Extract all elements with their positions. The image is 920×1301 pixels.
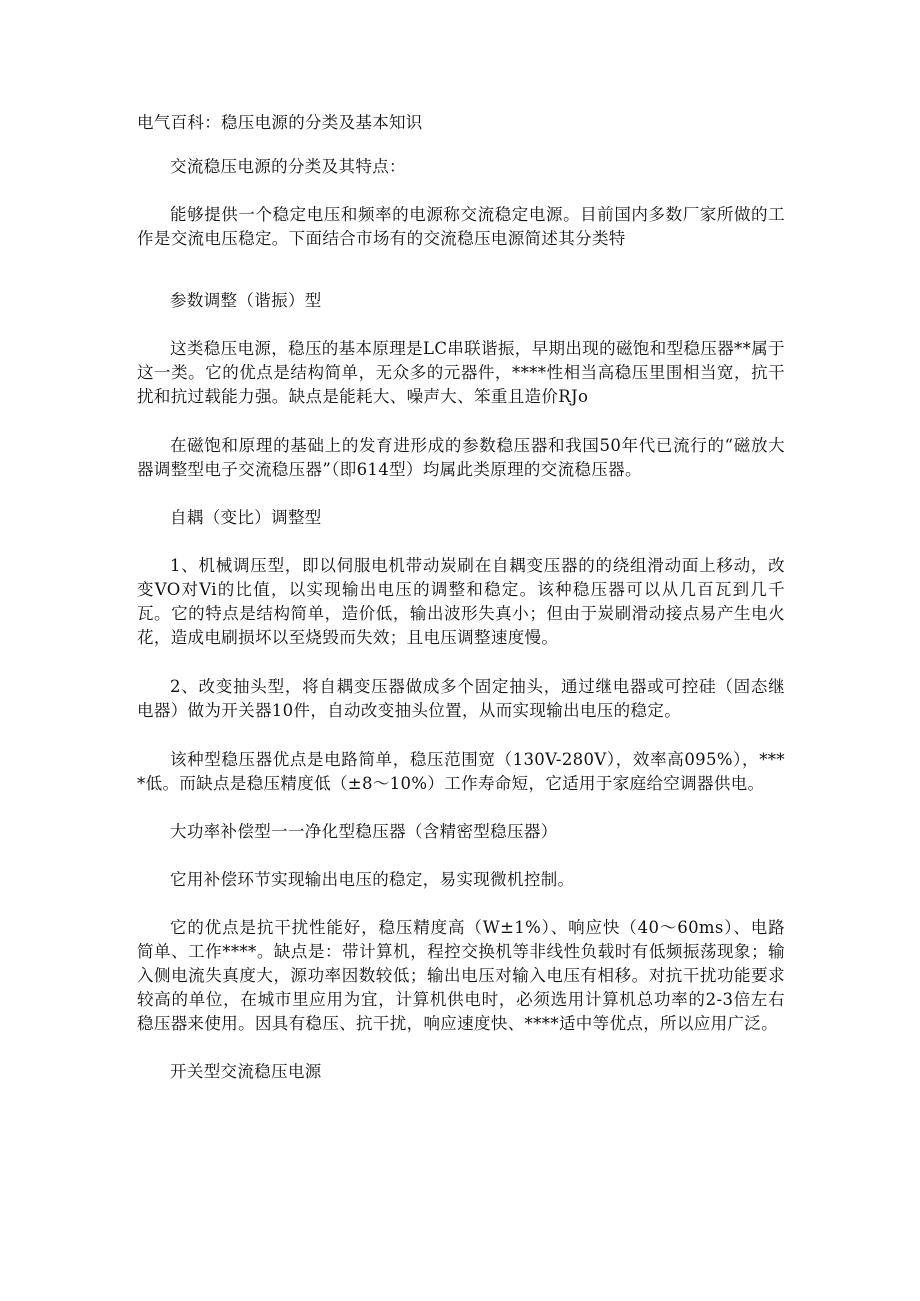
paragraph-resonance: 这类稳压电源，稳压的基本原理是LC串联谐振，早期出现的磁饱和型稳压器**属于这一类。它的优点是结构简单，无众多的元器件，****性相当高稳压里围相当宽，抗干扰和抗过载能力强。缺点是能耗大、噪声大、笨重且造价RJo (137, 339, 785, 406)
paragraph-compensation-intro: 它用补偿环节实现输出电压的稳定，易实现微机控制。 (170, 870, 575, 889)
heading-switching-type: 开关型交流稳压电源 (170, 1062, 322, 1081)
heading-compensation-type: 大功率补偿型一一净化型稳压器（含精密型稳压器） (170, 822, 558, 841)
paragraph-magnetic-saturation: 在磁饱和原理的基础上的发育进形成的参数稳压器和我国50年代已流行的“磁放大器调整型电子交流稳压器”（即614型）均属此类原理的交流稳压器。 (137, 436, 785, 479)
paragraph-mechanical-regulation: 1、机械调压型，即以伺服电机带动炭刷在自耦变压器的的绕组滑动面上移动，改变VO对Vi的比值，以实现输出电压的调整和稳定。该种稳压器可以从几百瓦到几千瓦。它的特点是结构简单，造价低，输出波形失真小；但由于炭刷滑动接点易产生电火花，造成电刷损坏以至烧毁而失效；且电压调整速度慢。 (137, 556, 785, 647)
heading-parameter-type: 参数调整（谐振）型 (170, 291, 322, 310)
section-intro: 交流稳压电源的分类及其特点： (170, 157, 406, 176)
heading-autotransformer-type: 自耦（变比）调整型 (170, 508, 322, 527)
paragraph-tap-pros-cons: 该种型稳压器优点是电路简单，稳压范围宽（130V-280V），效率高095%），****低。而缺点是稳压精度低（±8～10%）工作寿命短，它适用于家庭给空调器供电。 (137, 750, 785, 793)
paragraph-compensation-pros-cons: 它的优点是抗干扰性能好，稳压精度高（W±1%）、响应快（40～60ms）、电路简单、工作****。缺点是：带计算机，程控交换机等非线性负载时有低频振荡现象；输入侧电流失真度大，源功率因数较低；输出电压对输入电压有相移。对抗干扰功能要求较高的单位，在城市里应用为宜，计算机供电时，必须选用计算机总功率的2-3倍左右稳压器来使用。因具有稳压、抗干扰，响应速度快、****适中等优点，所以应用广泛。 (137, 918, 785, 1033)
paragraph-tap-changing: 2、改变抽头型，将自耦变压器做成多个固定抽头，通过继电器或可控硅（固态继电器）做为开关器10件，自动改变抽头位置，从而实现输出电压的稳定。 (137, 677, 785, 720)
document-body (137, 108, 785, 1084)
paragraph-definition: 能够提供一个稳定电压和频率的电源称交流稳定电源。目前国内多数厂家所做的工作是交流电压稳定。下面结合市场有的交流稳压电源简述其分类特 (137, 205, 785, 248)
document-title: 电气百科：稳压电源的分类及基本知识 (137, 113, 423, 132)
